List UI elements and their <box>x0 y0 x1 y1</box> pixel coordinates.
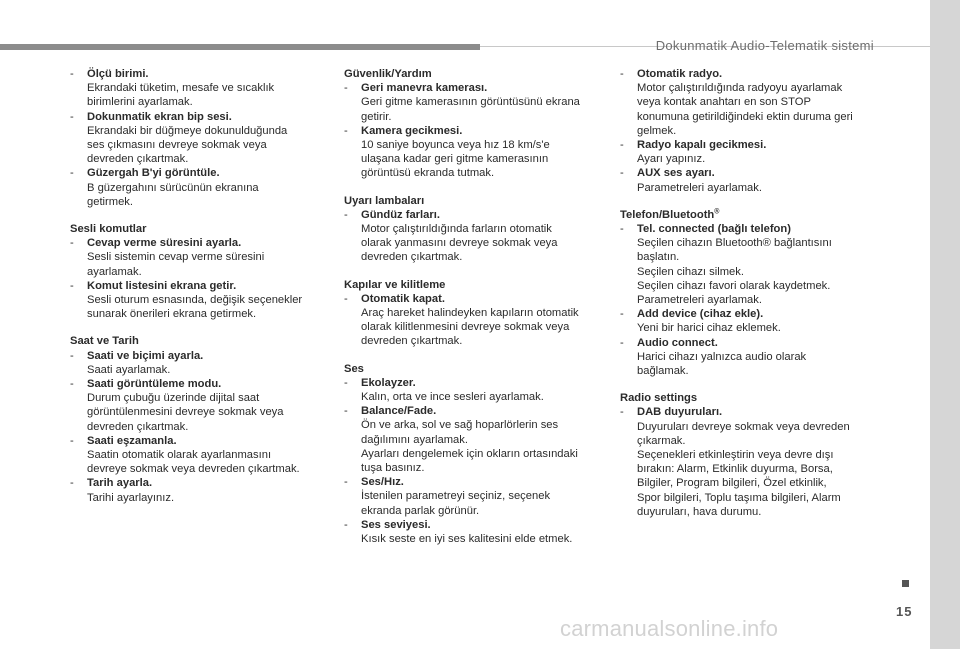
setting-item-description: olarak kilitlenmesini devreye sokmak veya <box>361 321 570 334</box>
setting-item-description: görüntüsü ekranda tutmak. <box>361 167 495 180</box>
setting-item-description: görüntülenmesini devreye sokmak veya <box>87 406 284 419</box>
section-title <box>344 362 600 376</box>
setting-item-title: Ses seviyesi. <box>361 518 431 531</box>
setting-item-description: tuşa basınız. <box>361 462 425 475</box>
setting-item <box>344 208 600 265</box>
setting-item <box>344 404 600 475</box>
setting-item <box>70 434 322 477</box>
setting-item-description: Parametreleri ayarlamak. <box>637 181 762 194</box>
setting-item-description: sunarak önerileri ekrana getirmek. <box>87 308 257 321</box>
bullet-dash: - <box>620 68 624 80</box>
setting-item-description: Motor çalıştırıldığında radyoyu ayarlamak <box>637 82 843 95</box>
setting-item-description: Ayarı yapınız. <box>637 153 706 166</box>
setting-item-description: çıkarmak. <box>637 434 686 447</box>
bullet-dash: - <box>620 308 624 321</box>
setting-item <box>620 138 875 166</box>
setting-item-description: Harici cihazı yalnızca audio olarak <box>637 350 807 363</box>
setting-item-description: devreden çıkartmak. <box>87 420 189 433</box>
section-title <box>70 222 322 236</box>
page-edge-strip <box>930 0 960 649</box>
bullet-dash: - <box>70 378 74 391</box>
bullet-dash: - <box>70 167 74 180</box>
registered-mark: ® <box>714 208 720 216</box>
bullet-dash: - <box>70 434 74 447</box>
setting-item <box>70 377 322 434</box>
setting-item-title: Add device (cihaz ekle). <box>637 308 764 321</box>
setting-item-title: Saati görüntüleme modu. <box>87 378 222 391</box>
setting-item-description: Saati ayarlamak. <box>87 363 171 376</box>
setting-item-description: devreye sokmak veya devreden çıkartmak. <box>87 463 300 476</box>
setting-item-title: Saati ve biçimi ayarla. <box>87 349 204 362</box>
setting-item-description: İstenilen parametreyi seçiniz, seçenek <box>361 490 551 503</box>
setting-item-description: Ön ve arka, sol ve sağ hoparlörlerin ses <box>361 419 559 432</box>
setting-item-description: ses çıkmasını devreye sokmak veya <box>87 139 267 152</box>
section-title <box>344 278 600 292</box>
setting-item-title: Balance/Fade. <box>361 405 437 418</box>
setting-item-title: Saati eşzamanla. <box>87 434 177 447</box>
bullet-dash: - <box>620 139 624 152</box>
setting-item-description: ulaşana kadar geri gitme kamerasının <box>361 153 549 166</box>
setting-item <box>70 110 322 167</box>
setting-item <box>620 336 875 379</box>
section-title-text: Uyarı lambaları <box>344 194 425 207</box>
setting-item-description: Motor çalıştırıldığında farların otomatik <box>361 223 552 236</box>
column-2 <box>344 67 600 559</box>
setting-item-description: Sesli sistemin cevap verme süresini <box>87 251 265 264</box>
section-title <box>344 67 600 81</box>
setting-item-description: ayarlamak. <box>87 265 142 278</box>
section-title-text: Sesli komutlar <box>70 223 147 236</box>
setting-item-title: Radyo kapalı gecikmesi. <box>637 139 767 152</box>
setting-item-description: Sesli oturum esnasında, değişik seçenekler <box>87 294 303 307</box>
setting-item-description: Duyuruları devreye sokmak veya devreden <box>637 420 850 433</box>
setting-item-title: Otomatik radyo. <box>637 68 723 80</box>
column-1 <box>70 67 322 518</box>
setting-item-title: Tarih ayarla. <box>87 477 153 490</box>
column-3 <box>620 67 875 532</box>
setting-item <box>344 475 600 518</box>
setting-item-description: konumuna getirildiğindeki ektin duruma geri <box>637 110 853 123</box>
setting-item <box>344 292 600 349</box>
setting-item <box>344 81 600 124</box>
section-title-text: Güvenlik/Yardım <box>344 68 432 80</box>
setting-item-description: getirir. <box>361 110 392 123</box>
setting-item-description: Ayarları dengelemek için okların ortasındaki <box>361 447 578 460</box>
setting-item-description: Geri gitme kamerasının görüntüsünü ekrana <box>361 96 580 109</box>
menu-section <box>70 222 322 321</box>
section-title <box>620 391 875 405</box>
setting-item-title: Ses/Hız. <box>361 476 404 489</box>
setting-item-description: olarak yanmasını devreye sokmak veya <box>361 237 558 250</box>
setting-item-description: ekranda parlak görünür. <box>361 504 480 517</box>
setting-item-title: Güzergah B'yi görüntüle. <box>87 167 220 180</box>
setting-item-description: başlatın. <box>637 251 680 264</box>
setting-item-description: Spor bilgileri, Toplu taşıma bilgileri, Alarm <box>637 491 841 504</box>
section-title-text: Kapılar ve kilitleme <box>344 278 446 291</box>
setting-item-description: Seçilen cihazı silmek. <box>637 265 744 278</box>
setting-item <box>620 222 875 307</box>
watermark-text: carmanualsonline.info <box>560 616 779 641</box>
page-header-title: Dokunmatik Audio-Telematik sistemi <box>655 38 874 53</box>
header-bar <box>0 44 480 50</box>
setting-item-title: Otomatik kapat. <box>361 292 445 305</box>
setting-item <box>344 518 600 546</box>
setting-item-description: Bilgiler, Program bilgileri, Özel etkinlik, <box>637 477 827 490</box>
setting-item-description: Tarihi ayarlayınız. <box>87 491 175 504</box>
setting-item <box>70 349 322 377</box>
setting-item-description: devreden çıkartmak. <box>361 335 463 348</box>
menu-section <box>620 208 875 378</box>
setting-item <box>344 376 600 404</box>
menu-section <box>70 67 322 209</box>
setting-item <box>620 405 875 519</box>
setting-item-description: Seçilen cihazın Bluetooth® bağlantısını <box>637 237 832 250</box>
section-title <box>70 334 322 348</box>
bullet-dash: - <box>344 405 348 418</box>
menu-section <box>344 67 600 181</box>
setting-item-description: gelmek. <box>637 124 677 137</box>
setting-item-title: Komut listesini ekrana getir. <box>87 279 237 292</box>
setting-item-description: bırakın: Alarm, Etkinlik duyurma, Borsa, <box>637 463 833 476</box>
section-title <box>344 194 600 208</box>
bullet-dash: - <box>620 167 624 180</box>
bullet-dash: - <box>70 237 74 250</box>
setting-item-description: Kalın, orta ve ince sesleri ayarlamak. <box>361 391 544 404</box>
bullet-dash: - <box>620 336 624 349</box>
setting-item <box>344 124 600 181</box>
bullet-dash: - <box>344 208 348 221</box>
setting-item-description: bağlamak. <box>637 365 689 378</box>
section-marker-square-icon <box>902 580 909 587</box>
setting-item-description: Kısık seste en iyi ses kalitesini elde etmek. <box>361 533 573 546</box>
bullet-dash: - <box>344 376 348 389</box>
setting-item-description: getirmek. <box>87 195 134 208</box>
bullet-dash: - <box>344 476 348 489</box>
bullet-dash: - <box>70 68 74 80</box>
setting-item-description: dağılımını ayarlamak. <box>361 433 468 446</box>
bullet-dash: - <box>344 292 348 305</box>
setting-item-description: duyuruları, hava durumu. <box>637 505 762 518</box>
bullet-dash: - <box>344 518 348 531</box>
setting-item-title: Kamera gecikmesi. <box>361 124 463 137</box>
menu-section <box>620 391 875 519</box>
menu-section <box>344 362 600 547</box>
section-title-text: Saat ve Tarih <box>70 335 139 348</box>
setting-item-description: Ekrandaki tüketim, mesafe ve sıcaklık <box>87 82 275 95</box>
bullet-dash: - <box>70 477 74 490</box>
setting-item-description: Durum çubuğu üzerinde dijital saat <box>87 392 260 405</box>
bullet-dash: - <box>620 406 624 419</box>
section-title-text: Telefon/Bluetooth <box>620 208 715 221</box>
setting-item-description: birimlerini ayarlamak. <box>87 96 193 109</box>
page-number: 15 <box>896 604 913 619</box>
setting-item-description: Parametreleri ayarlamak. <box>637 294 762 307</box>
menu-section <box>344 278 600 349</box>
setting-item <box>70 279 322 322</box>
setting-item-title: Ölçü birimi. <box>87 68 149 80</box>
menu-section <box>344 194 600 265</box>
setting-item-title: Gündüz farları. <box>361 208 440 221</box>
setting-item-description: Seçenekleri etkinleştirin veya devre dışı <box>637 449 834 462</box>
setting-item <box>70 476 322 504</box>
bullet-dash: - <box>344 82 348 95</box>
bullet-dash: - <box>70 349 74 362</box>
setting-item-title: Tel. connected (bağlı telefon) <box>637 223 791 236</box>
bullet-dash: - <box>344 124 348 137</box>
setting-item-description: Saatin otomatik olarak ayarlanmasını <box>87 449 272 462</box>
setting-item-description: Yeni bir harici cihaz eklemek. <box>637 322 781 335</box>
setting-item-title: Cevap verme süresini ayarla. <box>87 237 242 250</box>
setting-item <box>70 67 322 110</box>
setting-item-description: 10 saniye boyunca veya hız 18 km/s'e <box>361 139 550 152</box>
menu-section <box>70 334 322 504</box>
setting-item-title: Dokunmatik ekran bip sesi. <box>87 110 232 123</box>
bullet-dash: - <box>70 279 74 292</box>
setting-item-description: devreden çıkartmak. <box>87 153 189 166</box>
setting-item-description: Seçilen cihazı favori olarak kaydetmek. <box>637 279 831 292</box>
section-title-text: Radio settings <box>620 392 698 405</box>
setting-item-title: Geri manevra kamerası. <box>361 82 488 95</box>
setting-item-description: devreden çıkartmak. <box>361 251 463 264</box>
setting-item-title: AUX ses ayarı. <box>637 167 715 180</box>
section-title-text: Ses <box>344 362 364 375</box>
setting-item-description: Ekrandaki bir düğmeye dokunulduğunda <box>87 124 288 137</box>
setting-item <box>70 166 322 209</box>
menu-section <box>620 67 875 195</box>
setting-item <box>620 166 875 194</box>
bullet-dash: - <box>70 110 74 123</box>
setting-item-description: veya kontak anahtarı en son STOP <box>637 96 811 109</box>
setting-item <box>70 236 322 279</box>
setting-item-title: Audio connect. <box>637 336 718 349</box>
setting-item <box>620 67 875 138</box>
section-title <box>620 208 875 222</box>
setting-item-description: Araç hareket halindeyken kapıların otomatik <box>361 307 579 320</box>
setting-item-description: B güzergahını sürücünün ekranına <box>87 181 259 194</box>
setting-item <box>620 307 875 335</box>
bullet-dash: - <box>620 223 624 236</box>
setting-item-title: DAB duyuruları. <box>637 406 723 419</box>
setting-item-title: Ekolayzer. <box>361 376 416 389</box>
